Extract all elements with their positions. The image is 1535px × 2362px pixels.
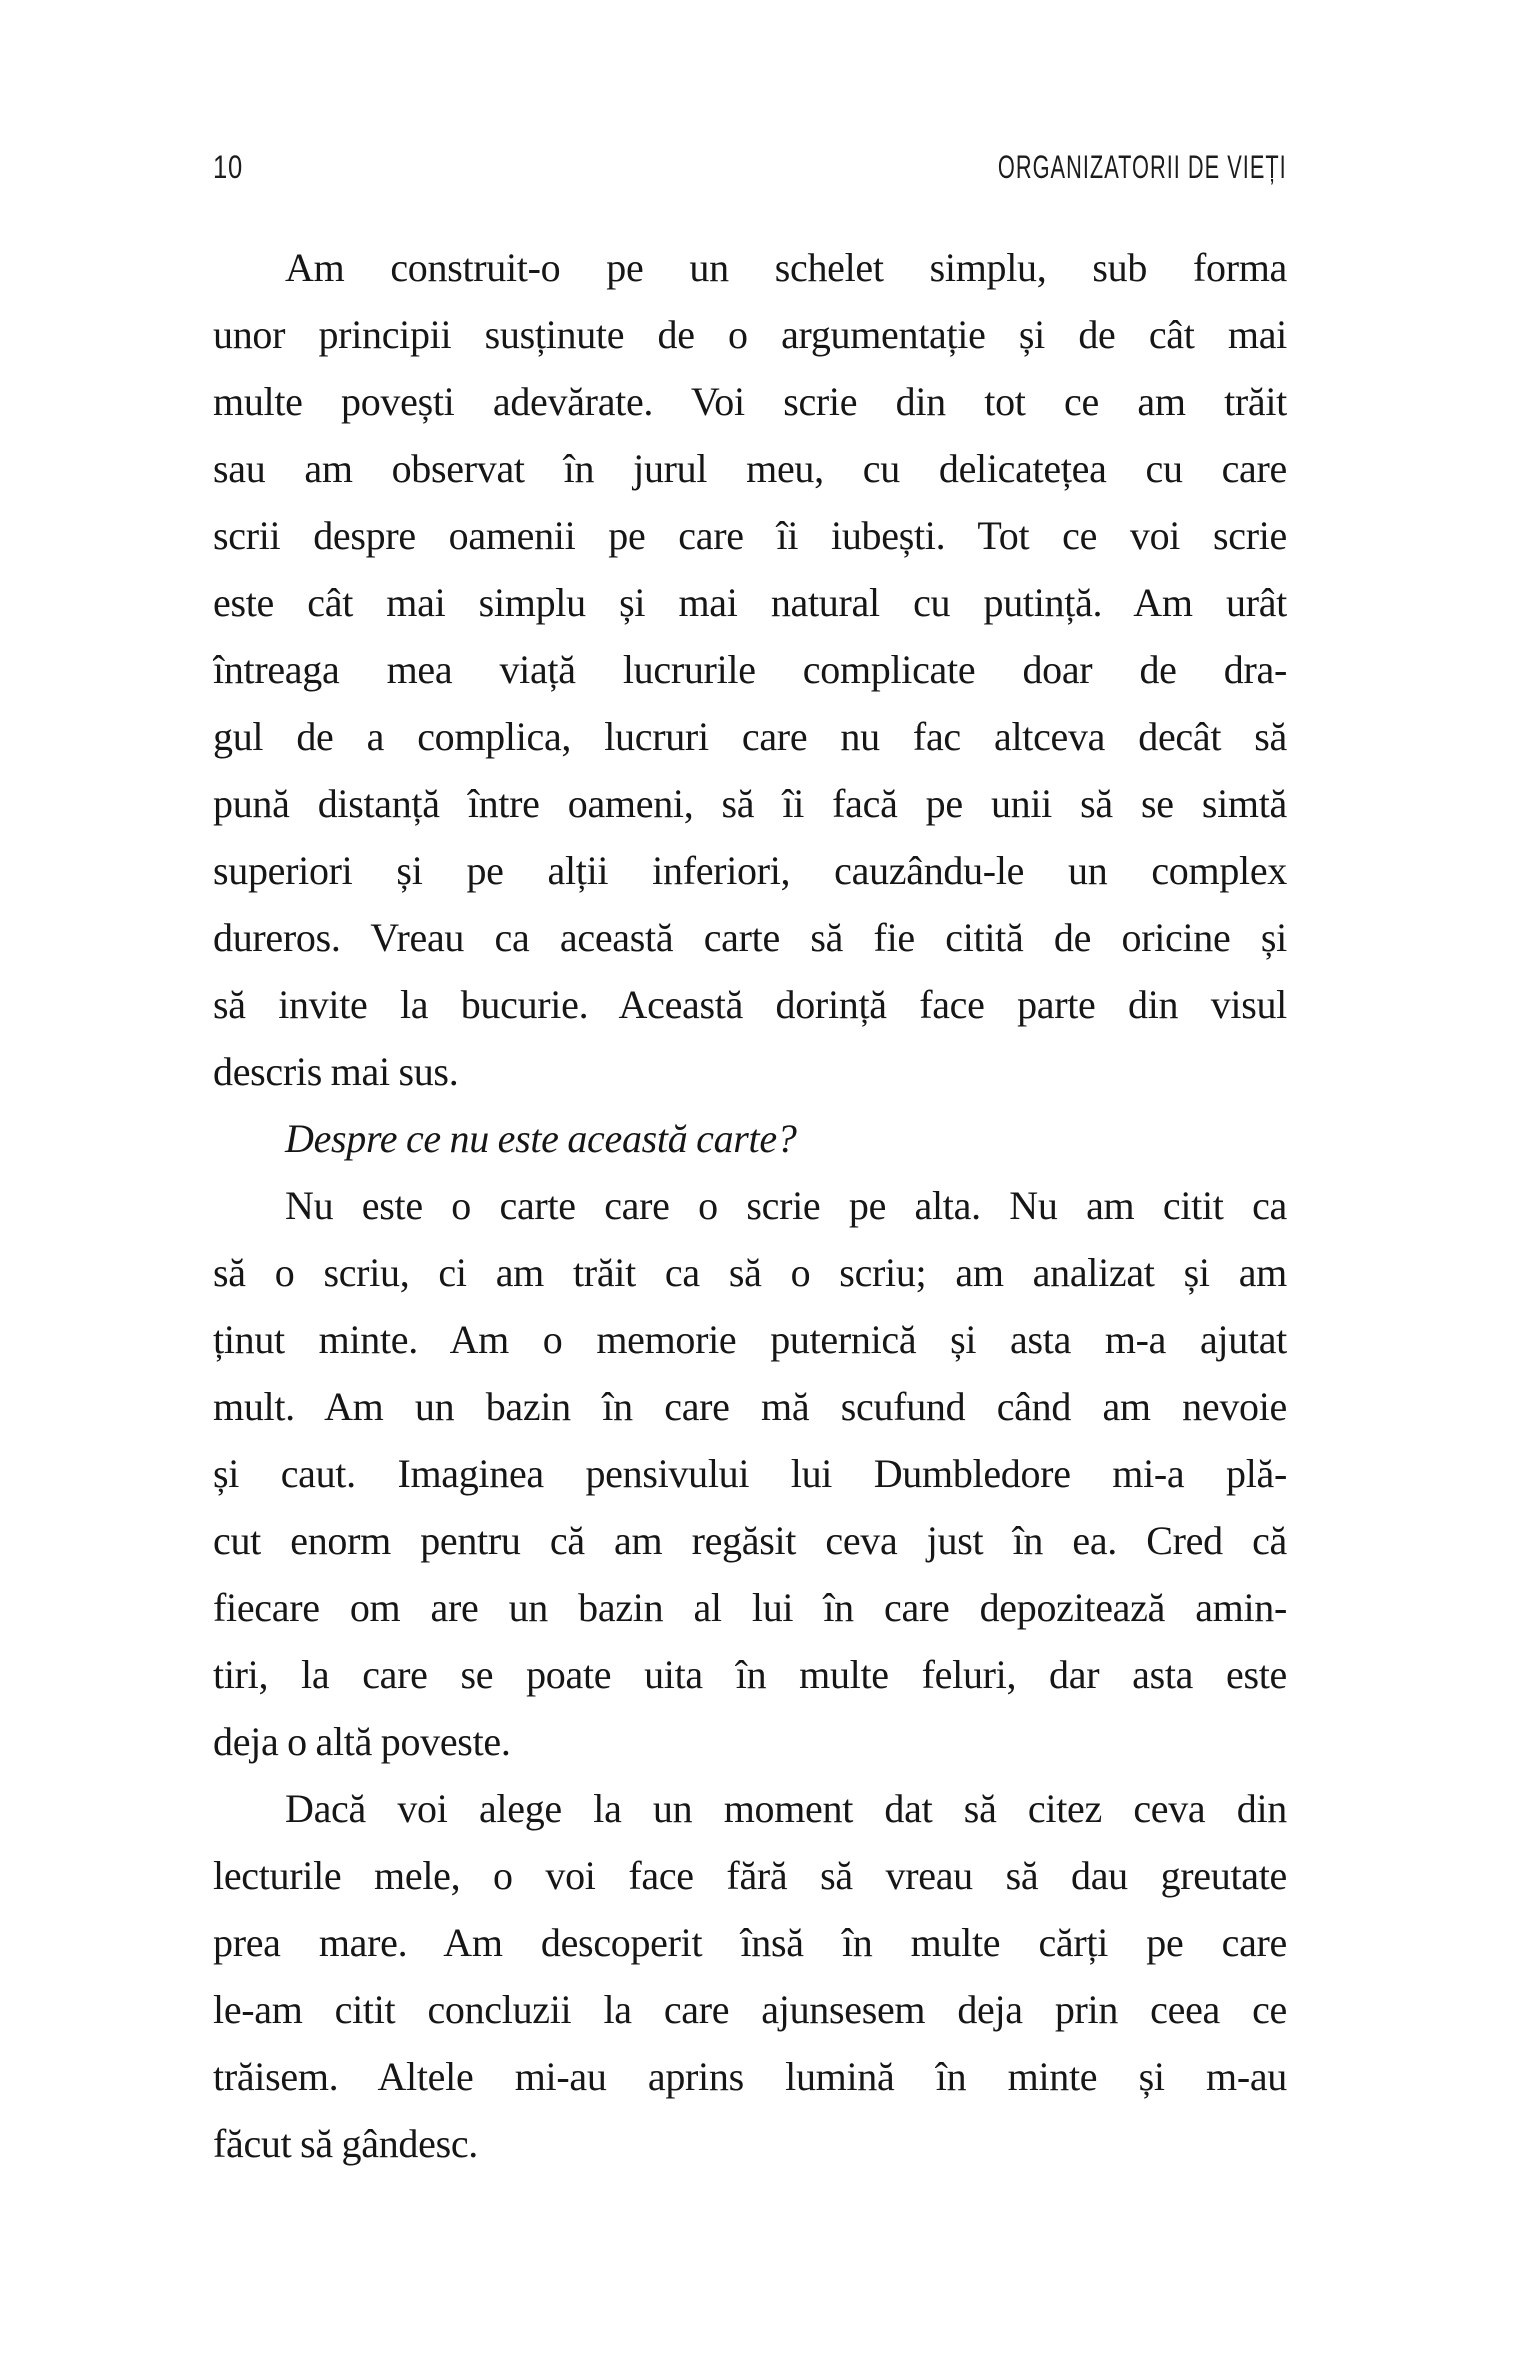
text-line: pună distanță între oameni, să îi facă pe unii să se simtă <box>213 781 1287 826</box>
text-line: și caut. Imaginea pensivului lui Dumbledore mi-a plă- <box>213 1451 1287 1496</box>
text-line: scrii despre oamenii pe care îi iubești. Tot ce voi scrie <box>213 513 1287 558</box>
text-line: este cât mai simplu și mai natural cu putință. Am urât <box>213 580 1287 625</box>
text-line: să o scriu, ci am trăit ca să o scriu; am analizat și am <box>213 1250 1287 1295</box>
text-line: întreaga mea viață lucrurile complicate doar de dra- <box>213 647 1287 692</box>
text-line: Am construit-o pe un schelet simplu, sub forma <box>285 245 1287 290</box>
text-line: dureros. Vreau ca această carte să fie citită de oricine și <box>213 915 1287 960</box>
text-line: mult. Am un bazin în care mă scufund când am nevoie <box>213 1384 1287 1429</box>
text-line: trăisem. Altele mi-au aprins lumină în minte și m-au <box>213 2054 1287 2099</box>
text-line: cut enorm pentru că am regăsit ceva just în ea. Cred că <box>213 1518 1287 1563</box>
text-line: deja o altă poveste. <box>213 1719 511 1764</box>
text-line: gul de a complica, lucruri care nu fac altceva decât să <box>213 714 1287 759</box>
text-line: ținut minte. Am o memorie puternică și asta m-a ajutat <box>213 1317 1287 1362</box>
text-line: multe povești adevărate. Voi scrie din tot ce am trăit <box>213 379 1287 424</box>
text-line: făcut să gândesc. <box>213 2121 478 2166</box>
text-line: descris mai sus. <box>213 1049 459 1094</box>
text-line: fiecare om are un bazin al lui în care depozitează amin- <box>213 1585 1287 1630</box>
text-line: superiori și pe alții inferiori, cauzându-le un complex <box>213 848 1287 893</box>
running-title: ORGANIZATORII DE VIEȚI <box>998 149 1287 185</box>
text-line: le-am citit concluzii la care ajunsesem deja prin ceea ce <box>213 1987 1287 2032</box>
text-line: tiri, la care se poate uita în multe feluri, dar asta este <box>213 1652 1287 1697</box>
text-line: sau am observat în jurul meu, cu delicatețea cu care <box>213 446 1287 491</box>
text-line: Dacă voi alege la un moment dat să citez ceva din <box>285 1786 1287 1831</box>
text-line: unor principii susținute de o argumentație și de cât mai <box>213 312 1287 357</box>
text-line: Nu este o carte care o scrie pe alta. Nu am citit ca <box>285 1183 1287 1228</box>
body-text <box>213 234 1287 2177</box>
page-header <box>213 149 1287 185</box>
text-line: prea mare. Am descoperit însă în multe cărți pe care <box>213 1920 1287 1965</box>
text-line: Despre ce nu este această carte? <box>285 1116 797 1161</box>
page-number: 10 <box>213 149 244 185</box>
text-line: să invite la bucurie. Această dorință face parte din visul <box>213 982 1287 1027</box>
text-line: lecturile mele, o voi face fără să vreau să dau greutate <box>213 1853 1287 1898</box>
